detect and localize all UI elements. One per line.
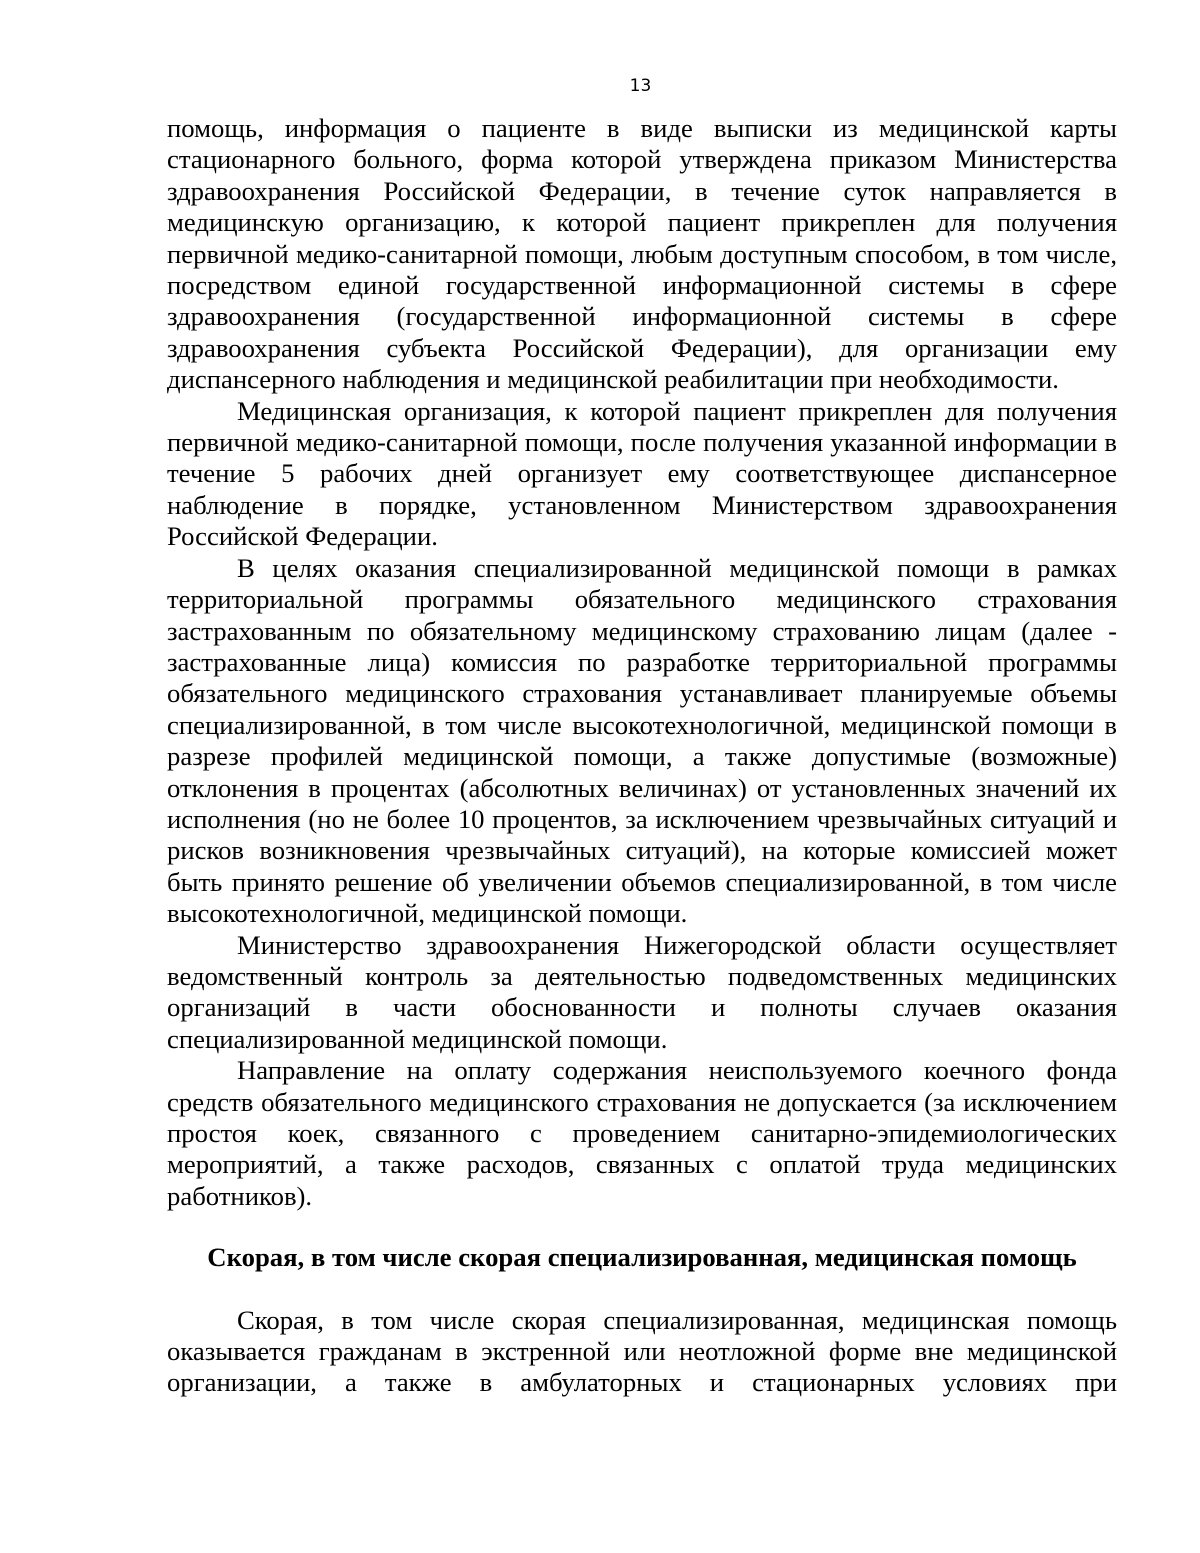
document-body	[167, 113, 1117, 1399]
paragraph-ministry-control: Министерство здравоохранения Нижегородской области осуществляет ведомственный контроль за деятельностью подведомственных медицинских организаций в части обоснованности и полноты случаев оказания специализированной медицинской помощи.	[167, 929, 1117, 1054]
paragraph-specialized-care-volumes: В целях оказания специализированной медицинской помощи в рамках территориальной программы обязательного медицинского страхования застрахованным по обязательному медицинскому страхованию лицам (далее - застрахованные лица) комиссия по разработке территориальной программы обязательного медицинского страхования устанавливает планируемые объемы специализированной, в том числе высокотехнологичной, медицинской помощи в разрезе профилей медицинской помощи, а также допустимые (возможные) отклонения в процентах (абсолютных величинах) от установленных значений их исполнения (но не более 10 процентов, за исключением чрезвычайных ситуаций и рисков возникновения чрезвычайных ситуаций), на которые комиссией может быть принято решение об увеличении объемов специализированной, в том числе высокотехнологичной, медицинской помощи.	[167, 552, 1117, 929]
page-number: 13	[629, 76, 652, 96]
paragraph-bed-fund-payment: Направление на оплату содержания неиспользуемого коечного фонда средств обязательного медицинского страхования не допускается (за исключением простоя коек, связанного с проведением санитарно-эпидемиологических мероприятий, а также расходов, связанных с оплатой труда медицинских работников).	[167, 1055, 1117, 1211]
paragraph-continuation: помощь, информация о пациенте в виде выписки из медицинской карты стационарного больного, форма которой утверждена приказом Министерства здравоохранения Российской Федерации, в течение суток направляется в медицинскую организацию, к которой пациент прикреплен для получения первичной медико-санитарной помощи, любым доступным способом, в том числе, посредством единой государственной информационной системы в сфере здравоохранения (государственной информационной системы в сфере здравоохранения субъекта Российской Федерации), для организации ему диспансерного наблюдения и медицинской реабилитации при необходимости.	[167, 113, 1117, 395]
section-heading-emergency-care: Скорая, в том числе скорая специализированная, медицинская помощь	[207, 1242, 1077, 1273]
paragraph-outpatient-followup: Медицинская организация, к которой пациент прикреплен для получения первичной медико-санитарной помощи, после получения указанной информации в течение 5 рабочих дней организует ему соответствующее диспансерное наблюдение в порядке, установленном Министерством здравоохранения Российской Федерации.	[167, 395, 1117, 552]
paragraph-emergency-care: Скорая, в том числе скорая специализированная, медицинская помощь оказывается гражданам в экстренной или неотложной форме вне медицинской организации, а также в амбулаторных и стационарных условиях при	[167, 1304, 1117, 1398]
